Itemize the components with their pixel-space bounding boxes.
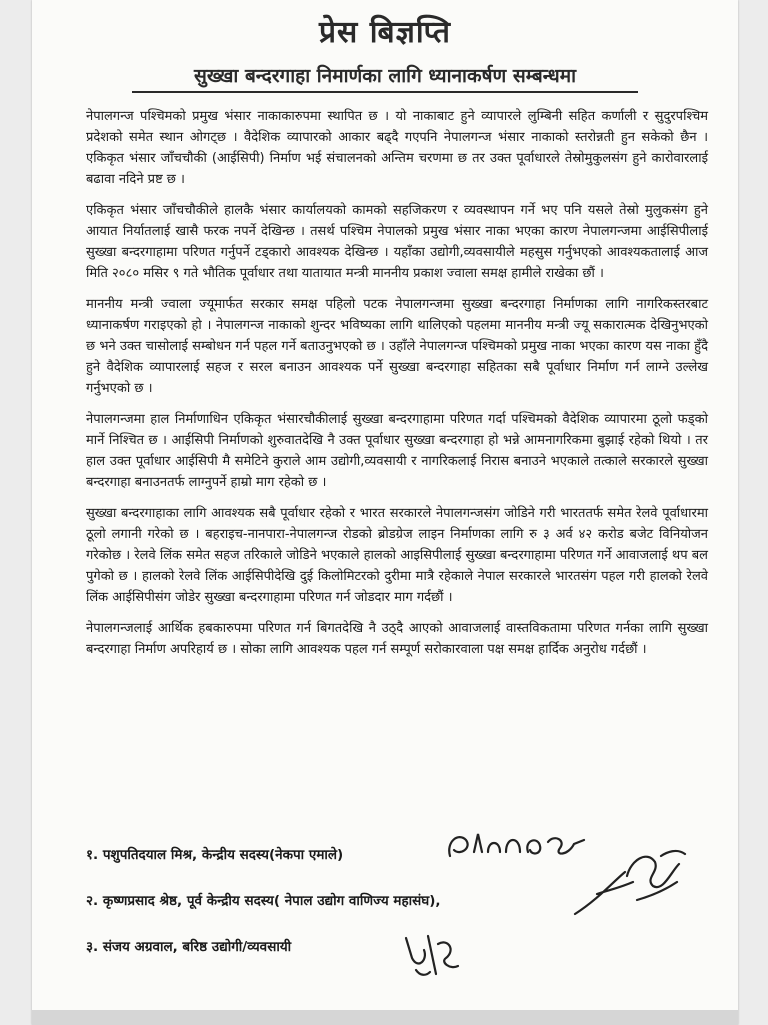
signatory-1: १. पशुपतिदयाल मिश्र, केन्द्रीय सदस्य(नेकपा एमाले) bbox=[86, 847, 344, 863]
page-bottom-edge bbox=[32, 1010, 738, 1025]
paragraph-4: नेपालगन्जमा हाल निर्माणाधिन एकिकृत भंसारचौकीलाई सुख्खा बन्दरगाहामा परिणत गर्दा पश्चिमको वैदेशिक व्यापारमा ठूलो फड्को मार्ने निश्चित छ । आईसिपी निर्माणको शुरुवातदेखि नै उक्त पूर्वाधार सुख्खा बन्दरगाहा हो भन्ने आमनागरिकमा बुझाई रहेको थियो । तर हाल उक्त पूर्वाधार आईसिपी मै समेटिने कुराले आम उद्योगी,व्यवसायी र नागरिकलाई निरास बनाउने भएकाले तत्काले सरकारले सुख्खा बन्दरगाहा बनाउनतर्फ लाग्नुपर्ने हाम्रो माग रहेको छ । bbox=[86, 412, 708, 490]
document-title: प्रेस बिज्ञप्ति bbox=[318, 15, 452, 50]
signatory-2: २. कृष्णप्रसाद श्रेष्ठ, पूर्व केन्द्रीय सदस्य( नेपाल उद्योग वाणिज्य महासंघ), bbox=[86, 893, 441, 909]
signatory-3: ३. संजय अग्रवाल, बरिष्ठ उद्योगी/व्यवसायी bbox=[86, 939, 292, 955]
paragraph-6: नेपालगन्जलाई आर्थिक हबकारुपमा परिणत गर्न बिगतदेखि नै उठ्दै आएको आवाजलाई वास्तविकतामा परिणत गर्नका लागि सुख्खा बन्दरगाहा निर्माण अपरिहार्य छ । सोका लागि आवश्यक पहल गर्न सम्पूर्ण सरोकारवाला पक्ष समक्ष हार्दिक अनुरोध गर्दछौं । bbox=[86, 621, 708, 657]
paragraph-2: एकिकृत भंसार जाँचचौकीले हालकै भंसार कार्यालयको कामको सहजिकरण र व्यवस्थापन गर्ने भए पनि यसले तेस्रो मुलुकसंग हुने आयात निर्यातलाई खासै फरक नपर्ने देखिन्छ । तसर्थ पश्चिम नेपालको प्रमुख भंसार नाका भएका कारण नेपालगन्जमा आईसिपीलाई सुख्खा बन्दरगाहामा परिणत गर्नुपर्ने टड्कारो आवश्यक देखिन्छ । यहाँका उद्योगी,व्यवसायीले महसुस गर्नुभएको आवश्यकतालाई आज मिति २०८० मसिर ९ गते भौतिक पूर्वाधार तथा यातायात मन्त्री माननीय प्रकाश ज्वाला समक्ष हामीले राखेका छौं । bbox=[86, 203, 708, 281]
document-subtitle: सुख्खा बन्दरगाहा निमार्णका लागि ध्यानाकर्षण सम्बन्धमा bbox=[194, 65, 576, 87]
signature-3 bbox=[398, 930, 462, 982]
document-body bbox=[86, 106, 708, 670]
press-release-page bbox=[32, 0, 738, 1025]
paragraph-5: सुख्खा बन्दरगाहाका लागि आवश्यक सबै पूर्वाधार रहेको र भारत सरकारले नेपालगन्जसंग जोडिने गरी भारततर्फ समेत रेलवे पूर्वाधारमा ठूलो लगानी गरेको छ । बहराइच-नानपारा-नेपालगन्ज रोडको ब्रोडग्रेज लाइन निर्माणका लागि रु ३ अर्व ४२ करोड बजेट विनियोजन गरेकोछ । रेलवे लिंक समेत सहज तरिकाले जोडिने भएकाले हालको आइसिपीलाई सुख्खा बन्दरगाहामा परिणत गर्ने आवाजलाई थप बल पुगेको छ । हालको रेलवे लिंक आईसिपीदेखि दुई किलोमिटरको दुरीमा मात्रै रहेकाले नेपाल सरकारले भारतसंग पहल गरी हालको रेलवे लिंक आईसिपीसंग जोडेर सुख्खा बन्दरगाहामा परिणत गर्न जोडदार माग गर्दछौं । bbox=[86, 506, 708, 605]
paragraph-1: नेपालगन्ज पश्चिमको प्रमुख भंसार नाकाकारुपमा स्थापित छ । यो नाकाबाट हुने व्यापारले लुम्बिनी सहित कर्णाली र सुदुरपश्चिम प्रदेशको समेत स्थान ओगट्छ । वैदेशिक व्यापारको आकार बढ्दै गएपनि नेपालगन्ज भंसार नाकाको स्तरोन्नती हुन सकेको छैन । एकिकृत भंसार जाँचचौकी (आईसिपी) निर्माण भई संचालनको अन्तिम चरणमा छ तर उक्त पूर्वाधारले तेस्रोमुकुलसंग हुने कारोवारलाई बढावा नदिने प्रष्ट छ । bbox=[86, 109, 708, 187]
paragraph-3: माननीय मन्त्री ज्वाला ज्यूमार्फत सरकार समक्ष पहिलो पटक नेपालगन्जमा सुख्खा बन्दरगाहा निर्माणका लागि नागरिकस्तरबाट ध्यानाकर्षण गराइएको हो । नेपालगन्ज नाकाको शुन्दर भविष्यका लागि थालिएको पहलमा माननीय मन्त्री ज्यू सकारात्मक देखिनुभएको छ भने उक्त चासोलाई सम्बोधन गर्न पहल गर्ने बताउनुभएको छ । उहाँले नेपालगन्ज पश्चिमको प्रमुख नाका भएका कारण यस नाका हुँदै हुने वैदेशिक व्यापारलाई सहज र सरल बनाउन आवश्यक पर्ने सुख्खा बन्दरगाहा सहितका सबै पूर्वाधार निर्माण गर्न लाग्ने उल्लेख गर्नुभएको छ । bbox=[86, 297, 708, 396]
signature-2 bbox=[567, 842, 697, 924]
subtitle-underline bbox=[132, 91, 638, 93]
